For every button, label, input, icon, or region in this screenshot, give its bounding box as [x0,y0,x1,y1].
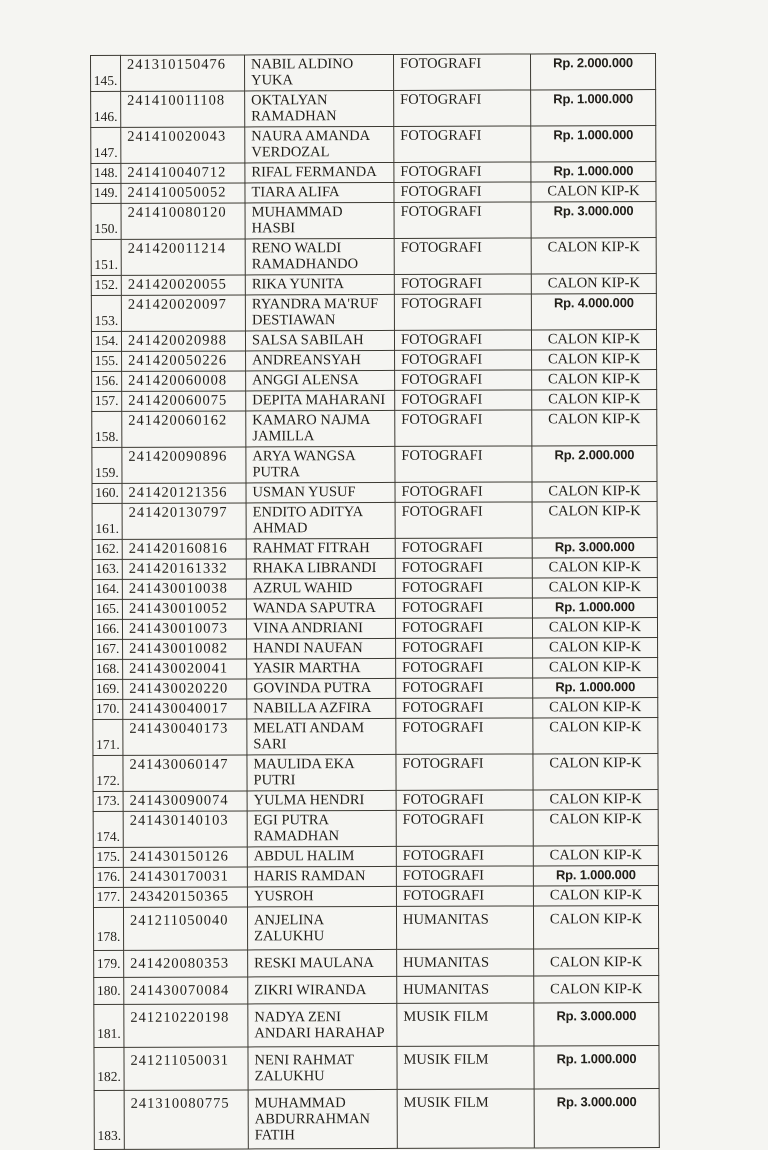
category-cell: FOTOGRAFI [396,678,533,698]
name-cell: USMAN YUSUF [246,482,395,503]
name-cell: RENO WALDI RAMADHANDO [245,238,394,275]
category-cell: FOTOGRAFI [395,558,532,578]
registration-number-cell: 241420121356 [122,483,246,503]
category-cell: FOTOGRAFI [395,482,532,502]
category-cell: FOTOGRAFI [396,718,533,754]
registration-number-cell: 241430140103 [123,811,247,847]
amount-cell: Rp. 1.000.000 [532,598,657,618]
category-cell: FOTOGRAFI [396,866,533,886]
name-cell: GOVINDA PUTRA [247,678,396,699]
row-number-cell: 174. [93,811,123,847]
row-number-cell: 156. [92,371,122,391]
row-number-cell: 175. [93,847,123,867]
row-number-cell: 165. [92,599,122,619]
name-cell: NADYA ZENI ANDARI HARAHAP [248,1003,397,1047]
row-number-cell: 158. [92,411,122,447]
amount-cell: CALON KIP-K [533,906,658,949]
table-row [92,618,657,640]
name-cell: MAULIDA EKA PUTRI [247,754,396,791]
name-cell: RIKA YUNITA [245,274,394,295]
name-cell: RAHMAT FITRAH [246,538,395,559]
registration-number-cell: 241420060162 [122,411,246,447]
name-cell: YASIR MARTHA [247,658,396,679]
row-number-cell: 182. [94,1047,124,1090]
name-cell: ANGGI ALENSA [246,370,395,391]
row-number-cell: 179. [94,950,124,977]
category-cell: FOTOGRAFI [393,54,530,90]
amount-cell: Rp. 1.000.000 [531,90,656,126]
amount-cell: Rp. 1.000.000 [533,866,658,886]
amount-cell: CALON KIP-K [532,482,657,502]
row-number-cell: 173. [93,791,123,811]
table-row [91,162,656,184]
amount-cell: CALON KIP-K [533,846,658,866]
registration-number-cell: 241430070084 [124,977,248,1004]
name-cell: ENDITO ADITYA AHMAD [246,502,395,539]
row-number-cell: 172. [93,755,123,791]
table-body [91,54,660,1150]
row-number-cell: 167. [93,639,123,659]
name-cell: DEPITA MAHARANI [246,390,395,411]
registration-number-cell: 241410080120 [121,203,245,239]
name-cell: RESKI MAULANA [248,949,397,977]
amount-cell: CALON KIP-K [532,390,657,410]
amount-cell: CALON KIP-K [533,658,658,678]
registration-number-cell: 241420060075 [122,391,246,411]
row-number-cell: 155. [92,351,122,371]
registration-number-cell: 241211050040 [123,907,247,950]
amount-cell: CALON KIP-K [533,886,658,906]
table-row [92,502,657,540]
category-cell: FOTOGRAFI [394,238,531,274]
row-number-cell: 160. [92,483,122,503]
registration-number-cell: 241420050226 [122,351,246,371]
row-number-cell: 169. [93,679,123,699]
amount-cell: CALON KIP-K [532,618,657,638]
name-cell: RHAKA LIBRANDI [246,558,395,579]
row-number-cell: 151. [91,239,121,275]
category-cell: FOTOGRAFI [394,202,531,238]
row-number-cell: 181. [94,1004,124,1047]
registration-number-cell: 241420161332 [122,559,246,579]
category-cell: FOTOGRAFI [396,638,533,658]
name-cell: AZRUL WAHID [246,578,395,599]
table-row [93,790,658,812]
student-funding-table [90,53,660,1150]
name-cell: MUHAMMAD HASBI [245,202,394,239]
amount-cell: CALON KIP-K [533,638,658,658]
amount-cell: CALON KIP-K [532,370,657,390]
amount-cell: CALON KIP-K [531,182,656,202]
row-number-cell: 176. [93,867,123,887]
name-cell: YUSROH [247,886,396,907]
name-cell: TIARA ALIFA [245,182,394,203]
name-cell: MUHAMMAD ABDURRAHMAN FATIH [248,1089,397,1149]
amount-cell: Rp. 2.000.000 [532,446,657,482]
amount-cell: CALON KIP-K [534,949,659,976]
category-cell: FOTOGRAFI [395,618,532,638]
name-cell: NABILLA AZFIRA [247,698,396,719]
amount-cell: CALON KIP-K [533,698,658,718]
amount-cell: CALON KIP-K [532,410,657,446]
table-row [93,678,658,700]
registration-number-cell: 241420060008 [122,371,246,391]
category-cell: FOTOGRAFI [395,578,532,598]
table-row [93,810,658,848]
table-row [93,698,658,720]
registration-number-cell: 241430010073 [122,619,246,639]
name-cell: NENI RAHMAT ZALUKHU [248,1046,397,1090]
table-row [94,949,659,978]
name-cell: VINA ANDRIANI [246,618,395,639]
name-cell: EGI PUTRA RAMADHAN [247,810,396,847]
registration-number-cell: 241430060147 [123,755,247,791]
table-row [93,886,658,908]
table-row [93,658,658,680]
table-row [92,410,657,448]
name-cell: SALSA SABILAH [245,330,394,351]
row-number-cell: 153. [91,295,121,331]
category-cell: FOTOGRAFI [396,810,533,846]
name-cell: ANDREANSYAH [246,350,395,371]
table-row [93,906,658,951]
table-row [93,638,658,660]
row-number-cell: 161. [92,503,122,539]
table-row [94,1089,659,1150]
registration-number-cell: 241430020220 [123,679,247,699]
row-number-cell: 154. [91,331,121,351]
registration-number-cell: 241410020043 [121,127,245,163]
amount-cell: Rp. 1.000.000 [534,1046,659,1089]
registration-number-cell: 241430040017 [123,699,247,719]
name-cell: HARIS RAMDAN [247,866,396,887]
table-row [91,202,656,240]
amount-cell: Rp. 3.000.000 [531,202,656,238]
registration-number-cell: 241410050052 [121,183,245,203]
name-cell: NABIL ALDINO YUKA [245,54,394,91]
name-cell: OKTALYAN RAMADHAN [245,90,394,127]
category-cell: MUSIK FILM [397,1046,534,1089]
category-cell: HUMANITAS [397,949,534,976]
registration-number-cell: 241430170031 [123,867,247,887]
table-row [91,182,656,204]
amount-cell: CALON KIP-K [533,790,658,810]
category-cell: FOTOGRAFI [396,886,533,906]
registration-number-cell: 241420020988 [121,331,245,351]
name-cell: KAMARO NAJMA JAMILLA [246,410,395,447]
registration-number-cell: 241210220198 [124,1004,248,1047]
registration-number-cell: 241310150476 [121,55,245,91]
name-cell: RIFAL FERMANDA [245,162,394,183]
category-cell: FOTOGRAFI [394,182,531,202]
table-row [91,238,656,276]
category-cell: FOTOGRAFI [394,90,531,126]
registration-number-cell: 241430150126 [123,847,247,867]
amount-cell: Rp. 1.000.000 [533,678,658,698]
registration-number-cell: 241410011108 [121,91,245,127]
row-number-cell: 150. [91,203,121,239]
table-row [91,274,656,296]
name-cell: ARYA WANGSA PUTRA [246,446,395,483]
table-row [93,754,658,792]
category-cell: FOTOGRAFI [394,330,531,350]
row-number-cell: 178. [93,907,123,950]
row-number-cell: 170. [93,699,123,719]
registration-number-cell: 241420020097 [121,295,245,331]
row-number-cell: 163. [92,559,122,579]
category-cell: FOTOGRAFI [395,350,532,370]
category-cell: FOTOGRAFI [394,162,531,182]
table-row [92,598,657,620]
table-row [92,558,657,580]
row-number-cell: 162. [92,539,122,559]
row-number-cell: 145. [91,55,121,91]
table-row [91,330,656,352]
table-row [94,976,659,1005]
amount-cell: Rp. 2.000.000 [530,54,655,90]
amount-cell: CALON KIP-K [533,810,658,846]
registration-number-cell: 243420150365 [123,887,247,907]
registration-number-cell: 241430010052 [122,599,246,619]
registration-number-cell: 241310080775 [124,1090,248,1149]
amount-cell: CALON KIP-K [533,718,658,754]
amount-cell: CALON KIP-K [532,558,657,578]
table-row [92,578,657,600]
category-cell: FOTOGRAFI [396,846,533,866]
table-row [91,54,656,92]
table-row [94,1046,659,1091]
registration-number-cell: 241430020041 [123,659,247,679]
registration-number-cell: 241430010082 [123,639,247,659]
registration-number-cell: 241420090896 [122,447,246,483]
registration-number-cell: 241420080353 [124,950,248,977]
registration-number-cell: 241211050031 [124,1047,248,1090]
amount-cell: CALON KIP-K [531,274,656,294]
name-cell: YULMA HENDRI [247,790,396,811]
row-number-cell: 148. [91,163,121,183]
amount-cell: CALON KIP-K [531,330,656,350]
category-cell: HUMANITAS [396,906,533,949]
table-row [92,350,657,372]
name-cell: ANJELINA ZALUKHU [247,906,396,950]
category-cell: MUSIK FILM [397,1003,534,1046]
category-cell: FOTOGRAFI [394,274,531,294]
registration-number-cell: 241430010038 [122,579,246,599]
category-cell: FOTOGRAFI [395,370,532,390]
amount-cell: Rp. 3.000.000 [532,538,657,558]
amount-cell: CALON KIP-K [532,578,657,598]
table-row [93,866,658,888]
row-number-cell: 171. [93,719,123,755]
name-cell: HANDI NAUFAN [247,638,396,659]
row-number-cell: 166. [92,619,122,639]
amount-cell: CALON KIP-K [531,238,656,274]
row-number-cell: 157. [92,391,122,411]
table-row [92,390,657,412]
category-cell: FOTOGRAFI [396,658,533,678]
table-row [92,446,657,484]
category-cell: FOTOGRAFI [395,390,532,410]
amount-cell: Rp. 1.000.000 [531,126,656,162]
amount-cell: CALON KIP-K [533,754,658,790]
category-cell: FOTOGRAFI [395,538,532,558]
category-cell: FOTOGRAFI [396,790,533,810]
table-row [93,846,658,868]
amount-cell: CALON KIP-K [534,976,659,1003]
table-row [91,294,656,332]
category-cell: FOTOGRAFI [395,446,532,482]
row-number-cell: 177. [93,887,123,907]
table-row [91,126,656,164]
amount-cell: CALON KIP-K [532,350,657,370]
amount-cell: Rp. 3.000.000 [534,1089,659,1148]
row-number-cell: 149. [91,183,121,203]
category-cell: FOTOGRAFI [395,410,532,446]
registration-number-cell: 241420130797 [122,503,246,539]
row-number-cell: 159. [92,447,122,483]
name-cell: MELATI ANDAM SARI [247,718,396,755]
registration-number-cell: 241420020055 [121,275,245,295]
category-cell: MUSIK FILM [397,1089,534,1148]
category-cell: FOTOGRAFI [394,126,531,162]
amount-cell: CALON KIP-K [532,502,657,538]
category-cell: FOTOGRAFI [395,502,532,538]
category-cell: HUMANITAS [397,976,534,1003]
registration-number-cell: 241430090074 [123,791,247,811]
category-cell: FOTOGRAFI [396,698,533,718]
row-number-cell: 146. [91,91,121,127]
registration-number-cell: 241430040173 [123,719,247,755]
row-number-cell: 168. [93,659,123,679]
name-cell: RYANDRA MA'RUF DESTIAWAN [245,294,394,331]
amount-cell: Rp. 3.000.000 [534,1003,659,1046]
registration-number-cell: 241420011214 [121,239,245,275]
name-cell: NAURA AMANDA VERDOZAL [245,126,394,163]
registration-number-cell: 241420160816 [122,539,246,559]
row-number-cell: 152. [91,275,121,295]
registration-number-cell: 241410040712 [121,163,245,183]
name-cell: WANDA SAPUTRA [246,598,395,619]
row-number-cell: 180. [94,977,124,1004]
table-row [92,538,657,560]
amount-cell: Rp. 4.000.000 [531,294,656,330]
table-row [92,370,657,392]
table-row [91,90,656,128]
row-number-cell: 147. [91,127,121,163]
category-cell: FOTOGRAFI [396,754,533,790]
category-cell: FOTOGRAFI [395,598,532,618]
table-row [94,1003,659,1048]
name-cell: ZIKRI WIRANDA [248,976,397,1004]
name-cell: ABDUL HALIM [247,846,396,867]
category-cell: FOTOGRAFI [394,294,531,330]
amount-cell: Rp. 1.000.000 [531,162,656,182]
row-number-cell: 164. [92,579,122,599]
row-number-cell: 183. [94,1090,124,1149]
table-row [92,482,657,504]
table-row [93,718,658,756]
